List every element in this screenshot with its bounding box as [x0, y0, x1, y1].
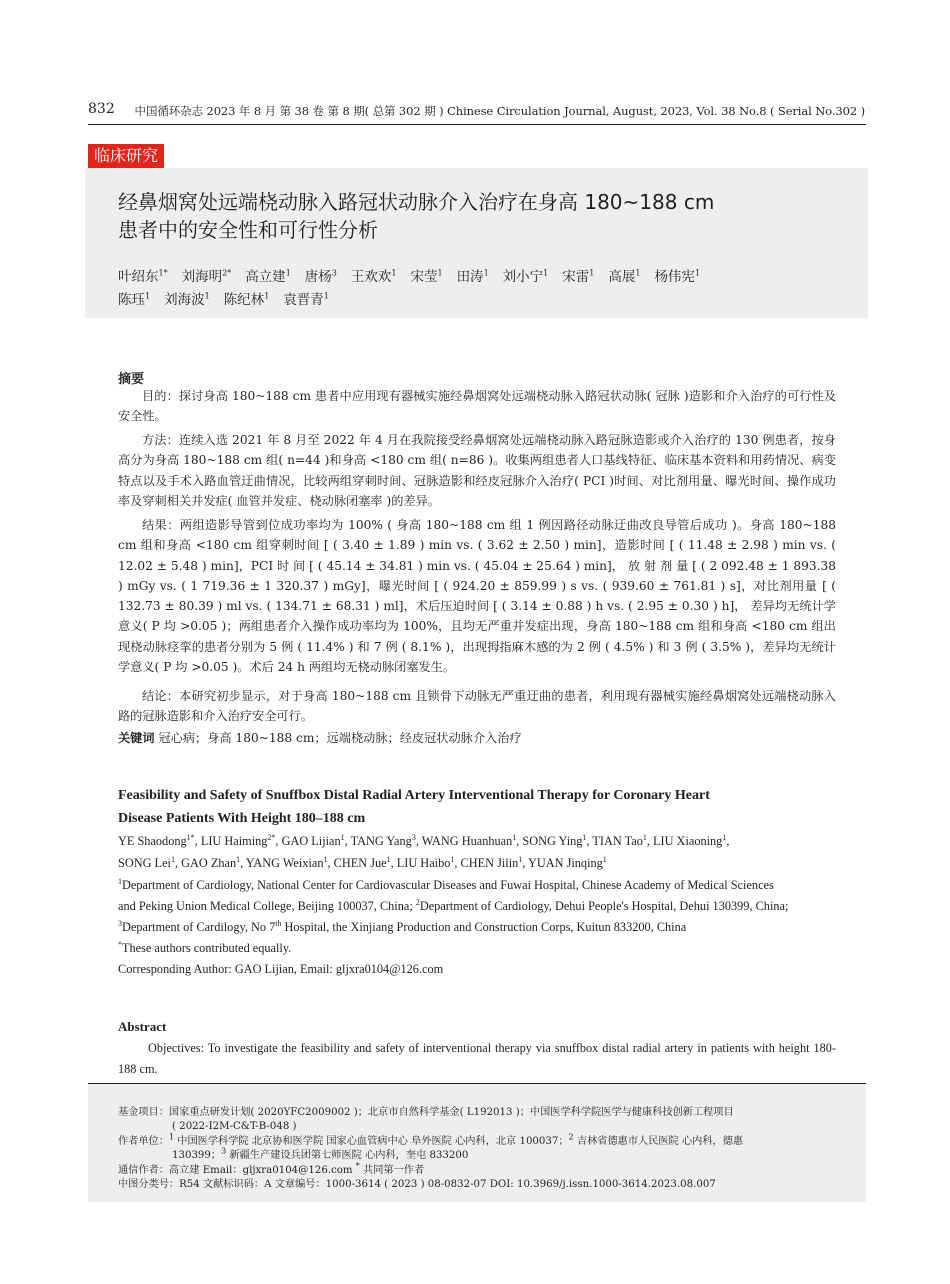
- affiliation-2-text: Department of Cardiology, Dehui People's Hospital, Dehui 130399, China;: [419, 899, 789, 913]
- author-name: [118, 292, 150, 308]
- author-units-label: 作者单位：: [118, 1136, 169, 1147]
- author-name: TANG Yang$^3$,: [350, 832, 422, 848]
- author-name: GAO Lijian$^1$,: [281, 832, 351, 848]
- author-name-text: 陈纪林: [223, 292, 265, 308]
- keywords-cn: [118, 729, 522, 746]
- author-name: [654, 269, 700, 285]
- author-units-line2: [172, 1146, 469, 1163]
- author-affiliation-mark: 1: [602, 854, 607, 864]
- author-name: SONG Lei$^1$,: [118, 854, 182, 870]
- author-name-text: LIU Haibo: [396, 856, 451, 870]
- author-affiliation-mark: 1: [340, 832, 345, 842]
- affiliation-3-text-pre: Department of Cardilogy, No 7: [122, 920, 276, 934]
- author-name: [224, 292, 270, 308]
- authors-en-row1: YE Shaodong$^{1*}$, LIU Haiming$^{2*}$, GAO Lijian$^1$, TANG Yang$^3$, WANG Huanhuan$^1$, SONG Ying$^1$, TIAN Tao$^1$, LIU Xiaoning$^1$,: [118, 832, 730, 848]
- keywords-cn-text: 冠心病；身高 180~188 cm；远端桡动脉；经皮冠状动脉介入治疗: [158, 731, 522, 745]
- author-affiliation-mark: 1: [204, 291, 210, 301]
- equal-contribution-text: These authors contributed equally.: [122, 941, 292, 955]
- fund-line1: 基金项目：国家重点研发计划( 2020YFC2009002 )；北京市自然科学基金( L192013 )；中国医学科学院医学与健康科技创新工程项目: [118, 1107, 734, 1118]
- abstract-en-objectives: Objectives: To investigate the feasibility and safety of interventional therapy via snuffbox distal radial artery in patients with height 180-188 cm.: [118, 1041, 836, 1076]
- abstract-en-heading: Abstract: [118, 1019, 167, 1034]
- author-affiliation-mark: 1: [512, 832, 517, 842]
- author-affiliation-mark: 1*: [158, 268, 168, 278]
- abstract-cn-objective: 目的：探讨身高 180~188 cm 患者中应用现有器械实施经鼻烟窝处远端桡动脉入路冠状动脉( 冠脉 )造影和介入治疗的可行性及安全性。: [118, 389, 836, 424]
- affiliation-1-line1: [118, 878, 774, 893]
- author-name-text: TANG Yang: [350, 834, 412, 848]
- author-name-text: 刘小宁: [502, 269, 544, 285]
- author-affiliation-mark: 1: [483, 268, 489, 278]
- affiliation-1-text-cont: and Peking Union Medical College, Beijing 100037, China;: [118, 899, 416, 913]
- authors-cn-row1: [118, 265, 714, 285]
- fund-line2: ( 2022-I2M-C&T-B-048 ): [172, 1121, 297, 1132]
- affiliation-1-line2: [118, 899, 788, 914]
- author-affiliation-mark: 1: [437, 268, 443, 278]
- author-name-text: 宋莹: [410, 269, 438, 285]
- author-name: LIU Haibo$^1$,: [396, 854, 461, 870]
- author-units-line1: [118, 1132, 744, 1149]
- author-name-text: 田涛: [456, 269, 484, 285]
- classification-line: 中图分类号：R54 文献标识码：A 文章编号：1000-3614 ( 2023 ) 08-0832-07 DOI: 10.3969/j.issn.1000-3614.2023.08.007: [118, 1179, 716, 1190]
- author-affiliation-mark: 1: [285, 268, 291, 278]
- author-name-text: TIAN Tao: [592, 834, 643, 848]
- author-name-text: 高展: [608, 269, 636, 285]
- author-name-text: CHEN Jilin: [460, 856, 519, 870]
- author-unit-2-text: 吉林省德惠市人民医院 心内科，德惠: [573, 1136, 744, 1147]
- author-name: CHEN Jilin$^1$,: [460, 854, 528, 870]
- author-name: [305, 269, 337, 285]
- author-name-text: 王欢欢: [350, 269, 392, 285]
- author-unit-3-text: 新疆生产建设兵团第七师医院 心内科，奎屯 833200: [226, 1150, 469, 1161]
- author-name: [562, 269, 594, 285]
- affiliation-3-number: 3: [118, 918, 122, 928]
- header-rule: [88, 124, 866, 125]
- author-name-text: GAO Zhan: [181, 856, 237, 870]
- author-affiliation-mark: 1: [323, 854, 328, 864]
- author-affiliation-mark: 1: [589, 268, 595, 278]
- equal-contribution-mark: *: [118, 939, 122, 949]
- author-name: CHEN Jue$^1$,: [333, 854, 397, 870]
- author-name: [608, 269, 640, 285]
- author-name-text: 宋雷: [562, 269, 590, 285]
- title-cn-line1: 经鼻烟窝处远端桡动脉入路冠状动脉介入治疗在身高 180~188 cm: [118, 190, 715, 214]
- abstract-cn-methods: 方法：连续入选 2021 年 8 月至 2022 年 4 月在我院接受经鼻烟窝处远端桡动脉入路冠脉造影或介入治疗的 130 例患者，按身高分为身高 180~188 cm 组( n=44 )和身高 <180 cm 组( n=86 )。收集两组患者人口基线特征、临床基本资料和用药情况、病变特点以及手术入路血管迂曲情况，比较两组穿刺时间、冠脉造影和经皮冠脉介入治疗( PCI )时间、对比剂用量、曝光时间、操作成功率及穿刺相关并发症( 血管并发症、桡动脉闭塞率 )的差异。: [118, 433, 836, 508]
- page-number: 832: [88, 101, 115, 117]
- author-name: GAO Zhan$^1$,: [181, 854, 246, 870]
- author-affiliation-mark: 1: [694, 268, 701, 278]
- author-name: [283, 292, 329, 308]
- title-cn: [118, 188, 838, 244]
- author-affiliation-mark: 1*: [186, 832, 195, 842]
- author-name-text: SONG Lei: [118, 856, 171, 870]
- co-first-author-mark: *: [355, 1161, 360, 1171]
- title-cn-line2: 患者中的安全性和可行性分析: [118, 218, 378, 242]
- author-affiliation-mark: 1: [450, 854, 455, 864]
- equal-contribution-note: [118, 941, 291, 956]
- author-name-text: GAO Lijian: [281, 834, 341, 848]
- corresponding-footnote: [118, 1161, 425, 1178]
- author-name-text: SONG Ying: [522, 834, 583, 848]
- co-first-author-text: 共同第一作者: [359, 1165, 425, 1176]
- author-name-text: LIU Xiaoning: [653, 834, 723, 848]
- author-affiliation-mark: 1: [642, 832, 647, 842]
- author-unit-1-text: 中国医学科学院 北京协和医学院 国家心血管病中心 阜外医院 心内科，北京 100037；: [174, 1136, 569, 1147]
- author-affiliation-mark: 1: [582, 832, 587, 842]
- author-name-text: 陈珏: [118, 292, 145, 308]
- author-name-text: YUAN Jinqing: [527, 856, 603, 870]
- author-affiliation-mark: 1: [145, 291, 151, 301]
- affiliation-3: [118, 920, 686, 935]
- author-affiliation-mark: 1: [722, 832, 727, 842]
- authors-cn-row2: [118, 288, 343, 308]
- author-name-text: LIU Haiming: [200, 834, 268, 848]
- author-affiliation-mark: 1: [518, 854, 523, 864]
- affiliation-1-number: 1: [118, 876, 122, 886]
- title-en-line1: Feasibility and Safety of Snuffbox Distal Radial Artery Interventional Therapy for Coronary Heart: [118, 788, 710, 803]
- title-en: [118, 784, 838, 830]
- author-name: YANG Weixian$^1$,: [245, 854, 334, 870]
- author-unit-2-number: 2: [568, 1132, 574, 1142]
- author-affiliation-mark: 1: [635, 268, 641, 278]
- author-name: [245, 269, 291, 285]
- keywords-cn-label: 关键词: [118, 731, 155, 745]
- author-name: [164, 292, 210, 308]
- author-name-text: 刘海波: [164, 292, 205, 308]
- author-name: [351, 269, 397, 285]
- corresponding-footnote-text: 通信作者：高立建 Email：gljxra0104@126.com: [118, 1165, 356, 1176]
- affiliation-2-number: 2: [415, 897, 420, 907]
- author-affiliation-mark: 1: [391, 268, 397, 278]
- author-name: [653, 834, 726, 848]
- author-affiliation-mark: 1: [323, 291, 329, 301]
- author-unit-1-number: 1: [168, 1132, 175, 1142]
- author-affiliation-mark: 2*: [267, 832, 276, 842]
- section-label: 临床研究: [88, 144, 164, 168]
- author-name: [457, 269, 489, 285]
- author-name: SONG Ying$^1$,: [522, 832, 593, 848]
- abstract-cn-results: 结果：两组造影导管到位成功率均为 100% ( 身高 180~188 cm 组 1 例因路径动脉迂曲改良导管后成功 )。身高 180~188 cm 组和身高 <180 cm 组穿刺时间 [ ( 3.40 ± 1.89 ) min vs. ( 3.62 ± 2.50 ) min]，造影时间 [ ( 11.48 ± 2.98 ) min vs. ( 12.02 ± 5.48 ) min]，PCI 时 间 [ ( 45.14 ± 34.81 ) min vs. ( 45.04 ± 25.64 ) min]， 放 射 剂 量 [ ( 2 092.48 ± 1 893.38 ) mGy vs. ( 1 719.36 ± 1 320.37 ) mGy]，曝光时间 [ ( 924.20 ± 859.99 ) s vs. ( 939.60 ± 761.81 ) s]，对比剂用量 [ ( 132.73 ± 80.39 ) ml vs. ( 134.71 ± 68.31 ) ml]，术后压迫时间 [ ( 3.14 ± 0.88 ) h vs. ( 2.95 ± 0.30 ) h]， 差异均无统计学意义( P 均 >0.05 )；两组患者介入操作成功率均为 100%，且均无严重并发症出现，身高 180~188 cm 组和身高 <180 cm 组出现桡动脉痉挛的患者分别为 5 例 ( 11.4% ) 和 7 例 ( 8.1% )，出现拇指麻木感的为 2 例 ( 4.5% ) 和 3 例 ( 3.5% )，差异均无统计学意义( P 均 >0.05 )。术后 24 h 两组均无桡动脉闭塞发生。: [118, 518, 836, 675]
- author-name-text: YE Shaodong: [118, 834, 187, 848]
- author-name: WANG Huanhuan$^1$,: [421, 832, 523, 848]
- author-affiliation-mark: 1: [386, 854, 391, 864]
- author-name-text: 刘海明: [181, 269, 223, 285]
- author-name: [118, 269, 168, 285]
- running-header: 中国循环杂志 2023 年 8 月 第 38 卷 第 8 期( 总第 302 期 ) Chinese Circulation Journal, August, 2023, Vol. 38 No.8 ( Serial No.302 ): [134, 104, 865, 118]
- author-name: [410, 269, 442, 285]
- author-name-text: CHEN Jue: [333, 856, 387, 870]
- author-name: TIAN Tao$^1$,: [592, 832, 653, 848]
- author-name: [528, 856, 607, 870]
- affiliation-3-text-post: Hospital, the Xinjiang Production and Construction Corps, Kuitun 833200, China: [281, 920, 687, 934]
- author-name-text: 高立建: [245, 269, 286, 285]
- author-name: [182, 269, 232, 285]
- author-name: LIU Haiming$^{2*}$,: [200, 832, 282, 848]
- title-en-line2: Disease Patients With Height 180–188 cm: [118, 811, 366, 826]
- author-affiliation-mark: 2*: [222, 268, 232, 278]
- author-name-text: 唐杨: [304, 269, 332, 285]
- author-name-text: YANG Weixian: [245, 856, 324, 870]
- author-name: YE Shaodong$^{1*}$,: [118, 832, 201, 848]
- authors-en-row2: [118, 856, 607, 871]
- author-unit-2-text-cont: 130399；: [172, 1150, 222, 1161]
- author-unit-3-number: 3: [221, 1146, 227, 1156]
- author-affiliation-mark: 1: [236, 854, 241, 864]
- author-affiliation-mark: 1: [264, 291, 270, 301]
- author-name-text: 袁晋青: [283, 292, 324, 308]
- author-name-text: 叶绍东: [118, 269, 159, 285]
- author-name: [503, 269, 549, 285]
- author-name-text: WANG Huanhuan: [421, 834, 513, 848]
- author-affiliation-mark: 1: [170, 854, 175, 864]
- author-affiliation-mark: 3: [331, 268, 337, 278]
- author-affiliation-mark: 3: [411, 832, 416, 842]
- affiliation-1-text: Department of Cardiology, National Center for Cardiovascular Diseases and Fuwai Hospital, Chinese Academy of Medical Sciences: [122, 878, 774, 892]
- abstract-cn-conclusion: 结论：本研究初步显示，对于身高 180~188 cm 且锁骨下动脉无严重迂曲的患者，利用现有器械实施经鼻烟窝处远端桡动脉入路的冠脉造影和介入治疗安全可行。: [118, 689, 836, 724]
- abstract-cn-heading: 摘要: [118, 372, 145, 387]
- corresponding-author: Corresponding Author: GAO Lijian, Email: gljxra0104@126.com: [118, 962, 444, 976]
- author-affiliation-mark: 1: [543, 268, 549, 278]
- author-name-text: 杨伟宪: [654, 269, 695, 285]
- affiliation-3-ordinal: th: [275, 918, 282, 928]
